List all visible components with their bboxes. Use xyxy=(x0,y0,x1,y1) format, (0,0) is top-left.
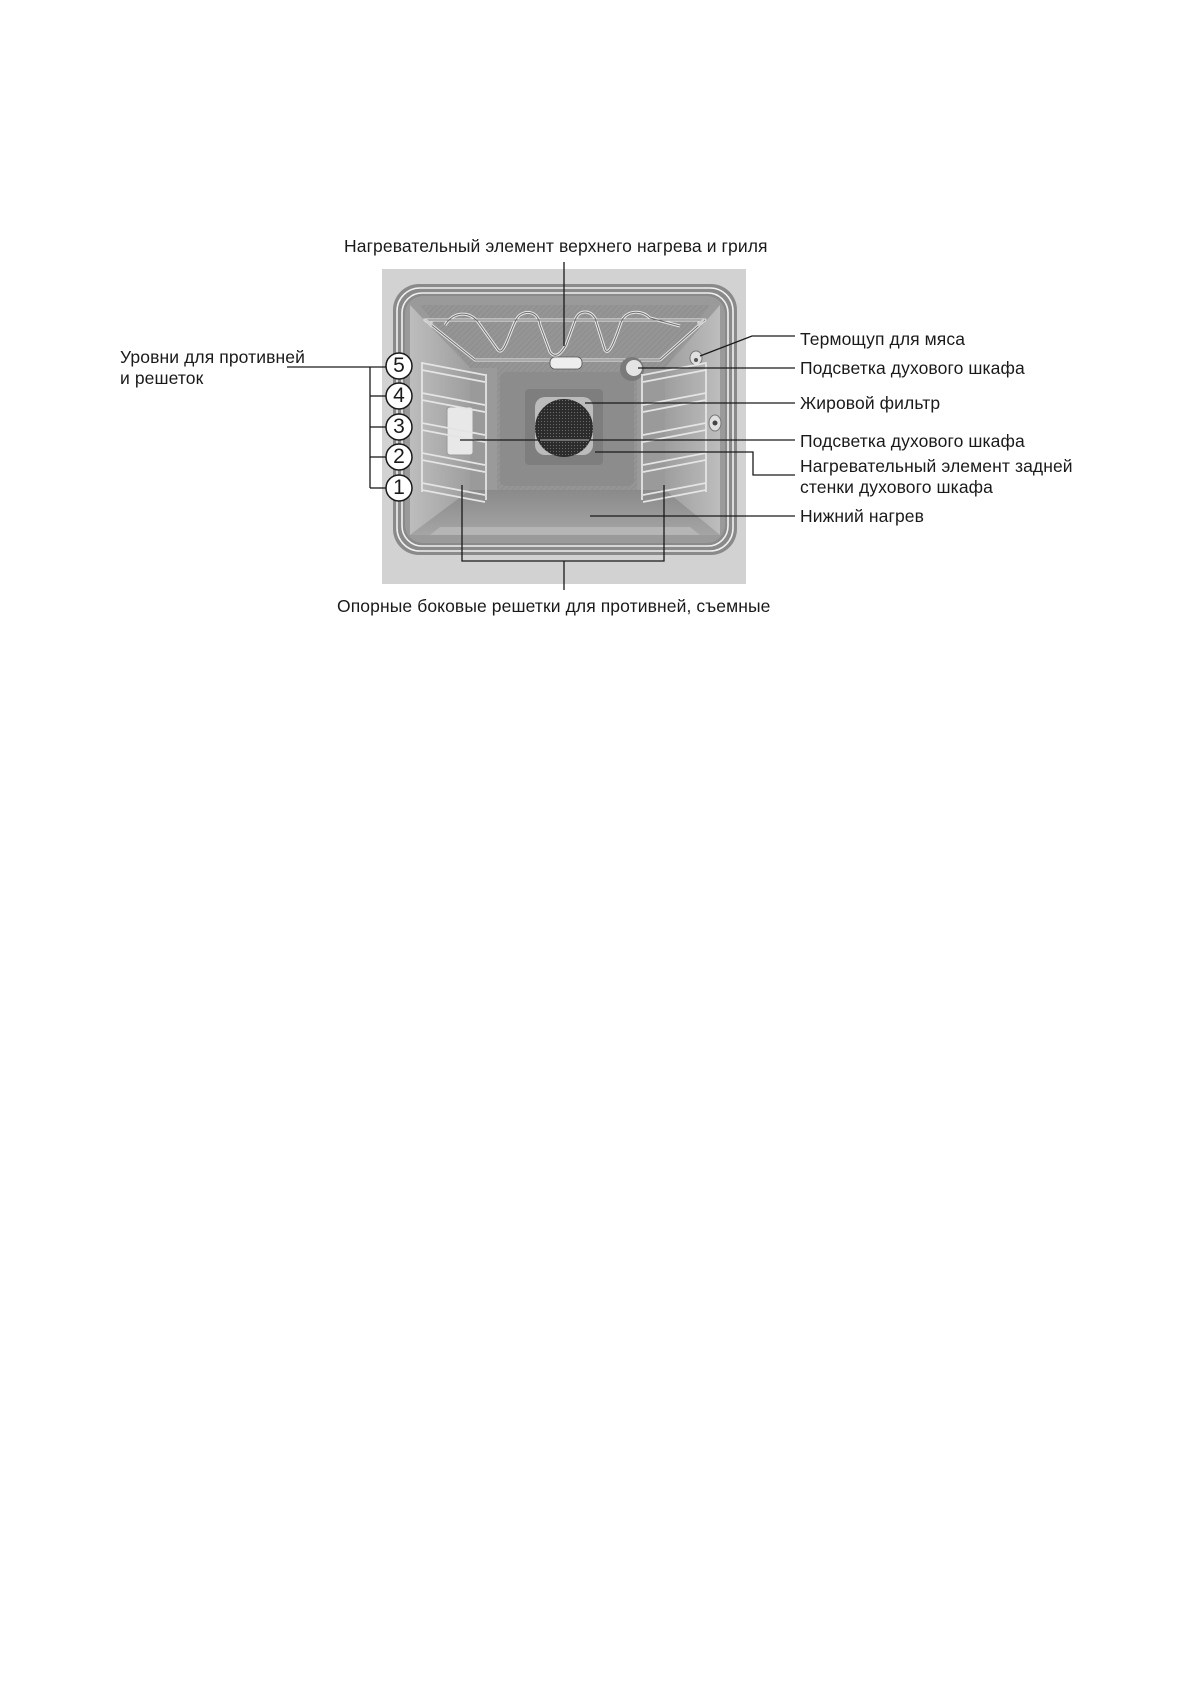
oven-light-top-icon xyxy=(620,357,644,381)
meat-probe-socket-icon xyxy=(690,351,702,365)
level-5-label: 5 xyxy=(393,354,405,377)
level-4-label: 4 xyxy=(393,384,405,407)
shelf-levels-label-line2: и решеток xyxy=(120,368,204,388)
rear-heater-label-line2: стенки духового шкафа xyxy=(800,477,993,497)
oven-light-top-label: Подсветка духового шкафа xyxy=(800,358,1025,378)
level-1-label: 1 xyxy=(393,476,405,499)
bottom-heat-label: Нижний нагрев xyxy=(800,506,925,526)
shelf-levels-label-line1: Уровни для противней xyxy=(120,347,305,367)
meat-probe-label: Термощуп для мяса xyxy=(800,329,966,349)
side-rails-label: Опорные боковые решетки для противней, съемные xyxy=(337,596,771,616)
rear-heater-label-line1: Нагревательный элемент задней xyxy=(800,456,1073,476)
side-socket-icon xyxy=(709,415,721,431)
level-3-label: 3 xyxy=(393,415,405,438)
top-heating-element-label: Нагревательный элемент верхнего нагрева и гриля xyxy=(344,236,768,256)
level-2-label: 2 xyxy=(393,445,405,468)
oven-light-side-label: Подсветка духового шкафа xyxy=(800,431,1025,451)
grease-filter-label: Жировой фильтр xyxy=(800,393,941,413)
grease-filter-icon xyxy=(535,399,593,457)
